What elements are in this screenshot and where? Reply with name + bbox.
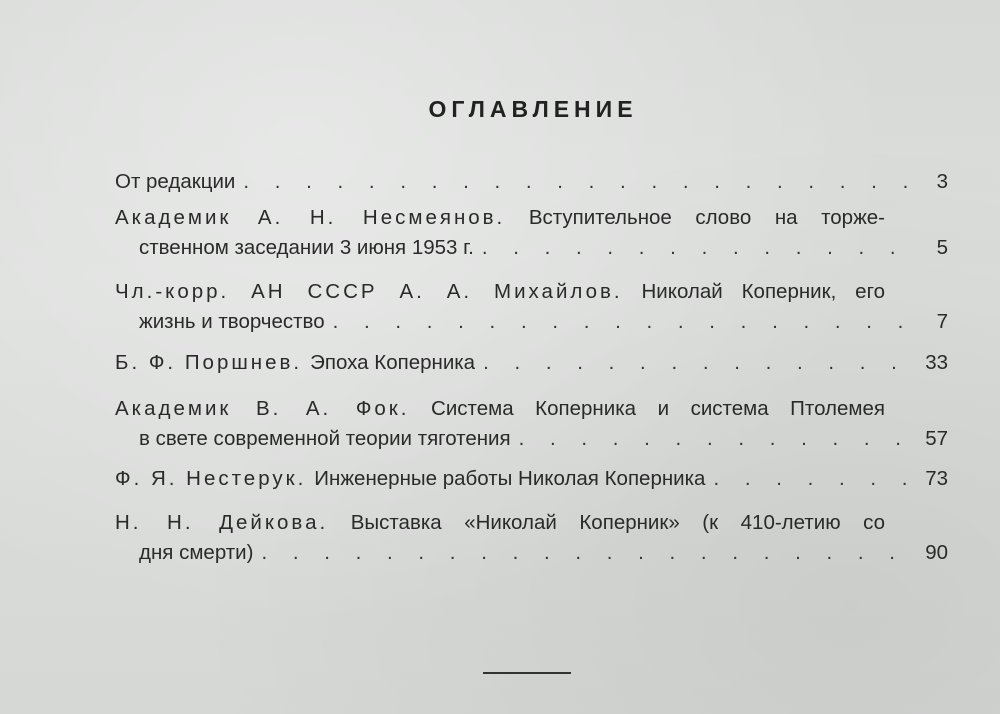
entry-title: Инженерные работы Николая Коперника <box>314 467 706 490</box>
entry-page-number: 5 <box>936 236 948 259</box>
dot-leader <box>483 348 910 378</box>
dot-leader <box>243 167 910 197</box>
entry-page-number: 33 <box>925 351 948 374</box>
bottom-divider <box>483 672 571 674</box>
toc-entry-deikova <box>115 508 948 568</box>
entry-author: Н. Н. Дейкова. <box>115 511 329 534</box>
entry-author: Б. Ф. Поршнев. <box>115 351 303 374</box>
dot-leader <box>713 464 910 494</box>
dot-leader <box>333 307 910 337</box>
entry-author: Чл.-корр. АН СССР А. А. Михайлов. <box>115 280 623 303</box>
entry-title-line-1: Выставка «Николай Коперник» (к 410-летию со <box>350 511 885 534</box>
page-title: ОГЛАВЛЕНИЕ <box>428 96 638 122</box>
entry-title: От редакции <box>115 170 236 193</box>
entry-page-number: 7 <box>936 310 948 333</box>
toc-entry-porshnev <box>115 348 948 378</box>
entry-author: Академик В. А. Фок. <box>115 397 410 420</box>
toc-entry-mikhailov <box>115 277 948 337</box>
entry-page-number: 90 <box>925 541 948 564</box>
toc-entry-nesteruk <box>115 464 948 494</box>
dot-leader <box>519 424 910 454</box>
entry-title-line-1: Вступительное слово на торже- <box>528 206 886 229</box>
entry-title-line-1: Система Коперника и система Птолемея <box>431 397 885 420</box>
entry-page-number: 73 <box>925 467 948 490</box>
entry-page-number: 57 <box>925 427 948 450</box>
entry-author: Академик А. Н. Несмеянов. <box>115 206 506 229</box>
entry-title-line-2: в свете современной теории тяготения <box>139 427 511 450</box>
toc-entry-nesmeyanov <box>115 203 948 263</box>
entry-title-line-2: ственном заседании 3 июня 1953 г. <box>139 236 474 259</box>
entry-page-number: 3 <box>936 170 948 193</box>
entry-title-line-2: жизнь и творчество <box>139 310 325 333</box>
entry-title: Эпоха Коперника <box>310 351 476 374</box>
entry-title-line-2: дня смерти) <box>139 541 254 564</box>
entry-title-line-1: Николай Коперник, его <box>641 280 886 303</box>
entry-author: Ф. Я. Нестерук. <box>115 467 307 490</box>
toc-entry-editorial <box>115 167 948 197</box>
dot-leader <box>261 538 910 568</box>
toc-entry-fok <box>115 394 948 454</box>
dot-leader <box>482 233 910 263</box>
